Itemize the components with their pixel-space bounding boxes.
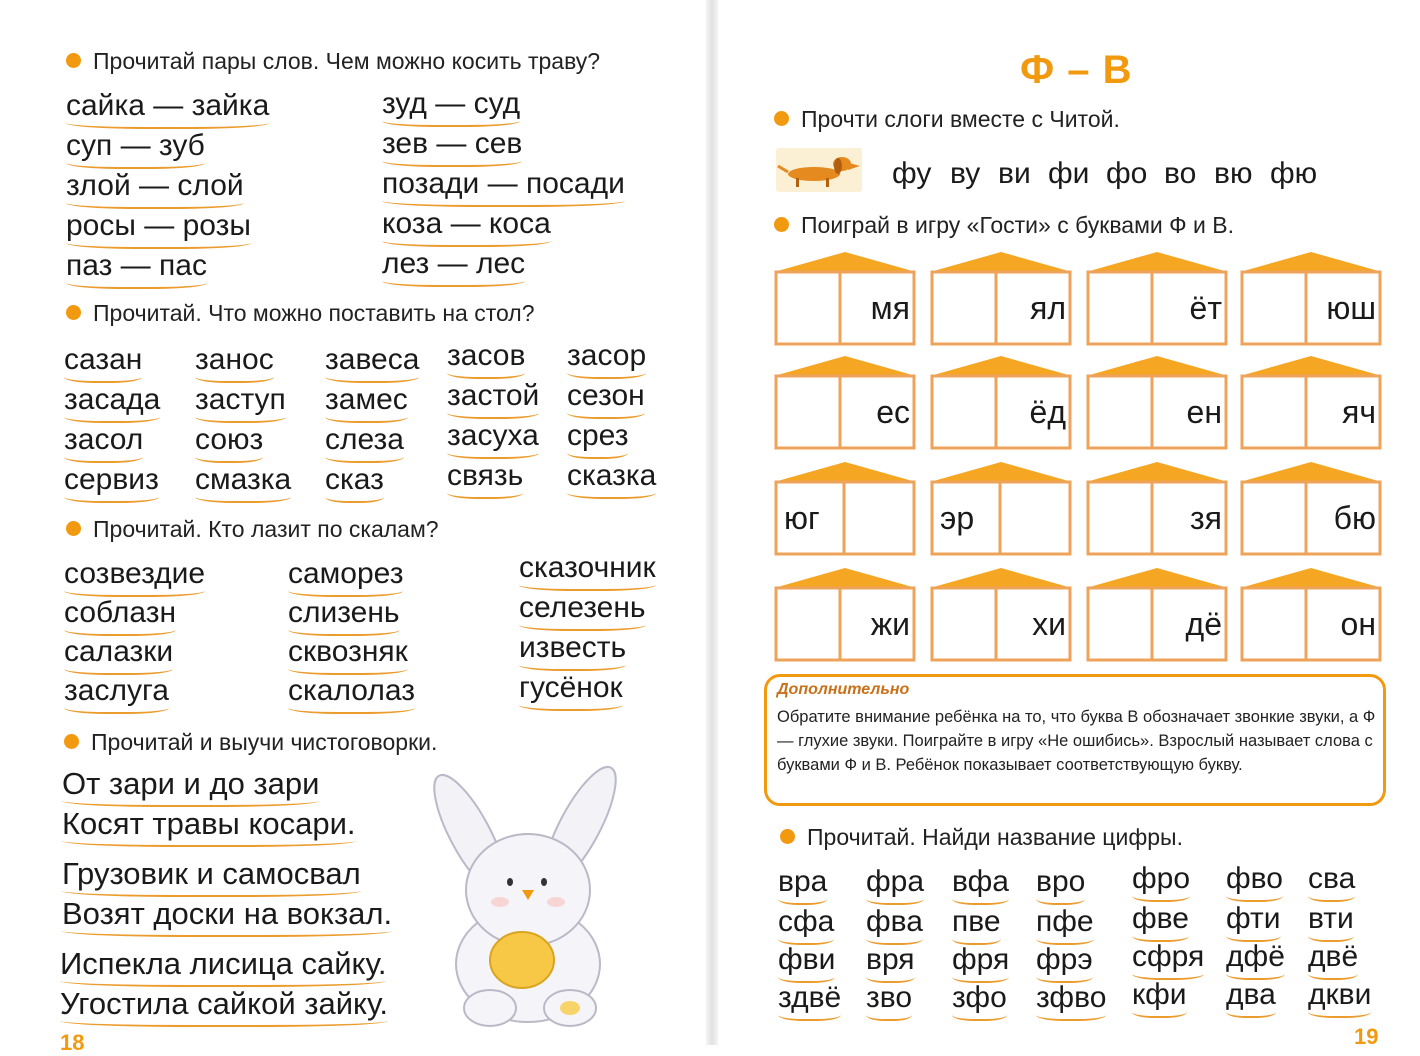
- word-pair: лез — лес: [382, 246, 525, 287]
- instruction-pairs: Прочитай пары слов. Чем можно косить траву?: [66, 48, 600, 75]
- house-syllable: мя: [870, 290, 910, 326]
- word: селезень: [519, 590, 646, 631]
- word-pair: сайка — зайка: [66, 88, 269, 129]
- house-syllable: ёт: [1189, 290, 1222, 326]
- word: засов: [447, 338, 525, 379]
- tongue-twister-line: Испекла лисица сайку.: [60, 946, 386, 987]
- instruction-table: Прочитай. Что можно поставить на стол?: [66, 300, 534, 327]
- tongue-twister-line: Угостила сайкой зайку.: [60, 986, 388, 1027]
- syllable-word: фра: [866, 864, 924, 905]
- page-number: 19: [1354, 1024, 1379, 1049]
- word: скалолаз: [288, 673, 415, 714]
- tongue-twister-line: Грузовик и самосвал: [62, 856, 361, 897]
- syllable-word: фво: [1226, 861, 1283, 902]
- book-gutter: [706, 0, 718, 1045]
- syllable-word: зфо: [952, 980, 1007, 1021]
- word: заслуга: [64, 673, 169, 714]
- note-box: [764, 674, 1386, 806]
- house-syllable: яч: [1342, 394, 1376, 430]
- word: засада: [64, 382, 160, 423]
- bullet-icon: [66, 53, 81, 68]
- word: союз: [195, 422, 263, 463]
- bunny-illustration-icon: [430, 764, 650, 1034]
- syllable-word: пфе: [1036, 904, 1094, 945]
- house-card: [772, 568, 918, 668]
- word: салазки: [64, 634, 173, 675]
- syllable-word: вра: [778, 864, 827, 905]
- house-syllable: ен: [1186, 394, 1222, 430]
- house-syllable: ес: [876, 394, 910, 430]
- syllable-word: зво: [866, 980, 912, 1021]
- syllable: во: [1164, 157, 1197, 190]
- house-syllable: ёд: [1029, 394, 1066, 430]
- syllable-word: вти: [1308, 901, 1354, 942]
- dachshund-illustration-icon: [776, 148, 862, 192]
- syllable: фи: [1048, 157, 1090, 190]
- syllable: фу: [892, 157, 932, 190]
- syllable-word: здвё: [778, 980, 841, 1021]
- word: завеса: [325, 342, 419, 383]
- word: сквозняк: [288, 634, 408, 675]
- syllable-word: кфи: [1132, 977, 1187, 1018]
- note-text: Обратите внимание ребёнка на то, что буква В обозначает звонкие звуки, а Ф — глухие звуки. Поиграйте в игру «Не ошибись». Взрослый называет слова с буквами Ф и В. Ребёнок показывает соответствующую букву.: [777, 708, 1376, 774]
- syllable-word: вря: [866, 942, 915, 983]
- tongue-twister-line: Возят доски на вокзал.: [62, 896, 392, 937]
- bullet-icon: [66, 305, 81, 320]
- word-pair: паз — пас: [66, 248, 207, 289]
- house-syllable: хи: [1032, 606, 1066, 642]
- tongue-twister-line: Косят травы косари.: [62, 806, 356, 847]
- word-pair: позади — посади: [382, 166, 625, 207]
- instruction-digit-name: Прочитай. Найди название цифры.: [780, 824, 1183, 851]
- syllable-word: сфря: [1132, 939, 1204, 980]
- note-title: Дополнительно: [777, 681, 910, 698]
- word: соблазн: [64, 595, 176, 636]
- house-syllable: жи: [870, 606, 910, 642]
- word-pair: злой — слой: [66, 168, 244, 209]
- word: гусёнок: [519, 670, 623, 711]
- syllable-word: фва: [866, 904, 923, 945]
- bullet-icon: [774, 111, 789, 126]
- house-syllable: эр: [940, 500, 975, 536]
- syllable: фю: [1270, 157, 1318, 190]
- house-syllable: ял: [1030, 290, 1066, 326]
- word: сказка: [567, 458, 656, 499]
- house-syllable: юш: [1326, 290, 1376, 326]
- word: сазан: [64, 342, 142, 383]
- house-card: [928, 356, 1074, 456]
- bullet-icon: [64, 734, 79, 749]
- house-card: [1084, 252, 1230, 352]
- house-syllable: зя: [1190, 500, 1222, 536]
- word: созвездие: [64, 556, 205, 597]
- syllable-word: дфё: [1226, 939, 1285, 980]
- syllable-word: фря: [952, 942, 1009, 983]
- syllable-word: фви: [778, 942, 835, 983]
- syllable-word: вфа: [952, 864, 1009, 905]
- syllable-word: фти: [1226, 901, 1281, 942]
- tongue-twister-line: От зари и до зари: [62, 766, 319, 807]
- syllable-word: зфво: [1036, 980, 1106, 1021]
- house-card: [1238, 356, 1384, 456]
- word: известь: [519, 630, 626, 671]
- bullet-icon: [780, 829, 795, 844]
- word: слеза: [325, 422, 404, 463]
- house-card: [1084, 462, 1230, 562]
- word: сказочник: [519, 550, 656, 591]
- syllable-word: два: [1226, 977, 1276, 1018]
- house-card: [1238, 252, 1384, 352]
- house-syllable: он: [1340, 606, 1376, 642]
- house-card: [772, 252, 918, 352]
- word-pair: росы — розы: [66, 208, 251, 249]
- word: срез: [567, 418, 628, 459]
- syllable-word: двё: [1308, 939, 1358, 980]
- word-pair: коза — коса: [382, 206, 551, 247]
- syllable-word: сва: [1308, 861, 1355, 902]
- bullet-icon: [774, 217, 789, 232]
- syllable: ви: [998, 157, 1031, 190]
- house-syllable: юг: [784, 500, 820, 536]
- instruction-guests-game: Поиграй в игру «Гости» с буквами Ф и В.: [774, 212, 1234, 239]
- word: сезон: [567, 378, 645, 419]
- word-pair: суп — зуб: [66, 128, 205, 169]
- word: саморез: [288, 556, 403, 597]
- syllable-word: пве: [952, 904, 1001, 945]
- word: связь: [447, 458, 523, 499]
- word-pair: зуд — суд: [382, 86, 520, 127]
- instruction-syllables: Прочти слоги вместе с Читой.: [774, 106, 1120, 133]
- word: заступ: [195, 382, 286, 423]
- syllable: ву: [950, 157, 981, 190]
- syllable: вю: [1214, 157, 1253, 190]
- house-card: [1238, 462, 1384, 562]
- word: засуха: [447, 418, 539, 459]
- word: занос: [195, 342, 274, 383]
- syllable-word: вро: [1036, 864, 1085, 905]
- word: сказ: [325, 462, 384, 503]
- word: замес: [325, 382, 408, 423]
- house-card: [1238, 568, 1384, 668]
- house-card: [1084, 356, 1230, 456]
- page-number: 18: [60, 1030, 85, 1055]
- house-card: [1084, 568, 1230, 668]
- house-card: [928, 568, 1074, 668]
- house-syllable: бю: [1333, 500, 1376, 536]
- word: сервиз: [64, 462, 159, 503]
- word: смазка: [195, 462, 291, 503]
- instruction-tongue-twisters: Прочитай и выучи чистоговорки.: [64, 729, 437, 756]
- house-card: [928, 252, 1074, 352]
- word: засол: [64, 422, 143, 463]
- bullet-icon: [66, 521, 81, 536]
- house-card: [772, 462, 918, 562]
- syllable-word: дкви: [1308, 977, 1371, 1018]
- word-pair: зев — сев: [382, 126, 522, 167]
- house-syllable: дё: [1185, 606, 1222, 642]
- syllable: фо: [1106, 157, 1148, 190]
- lesson-title: Ф – В: [1020, 48, 1133, 92]
- house-card: [772, 356, 918, 456]
- syllable-word: фро: [1132, 861, 1190, 902]
- word: слизень: [288, 595, 400, 636]
- house-card: [928, 462, 1074, 562]
- instruction-rocks: Прочитай. Кто лазит по скалам?: [66, 516, 439, 543]
- syllable-word: фрэ: [1036, 942, 1093, 983]
- word: засор: [567, 338, 646, 379]
- syllable-word: сфа: [778, 904, 834, 945]
- syllable-word: фве: [1132, 901, 1189, 942]
- word: застой: [447, 378, 539, 419]
